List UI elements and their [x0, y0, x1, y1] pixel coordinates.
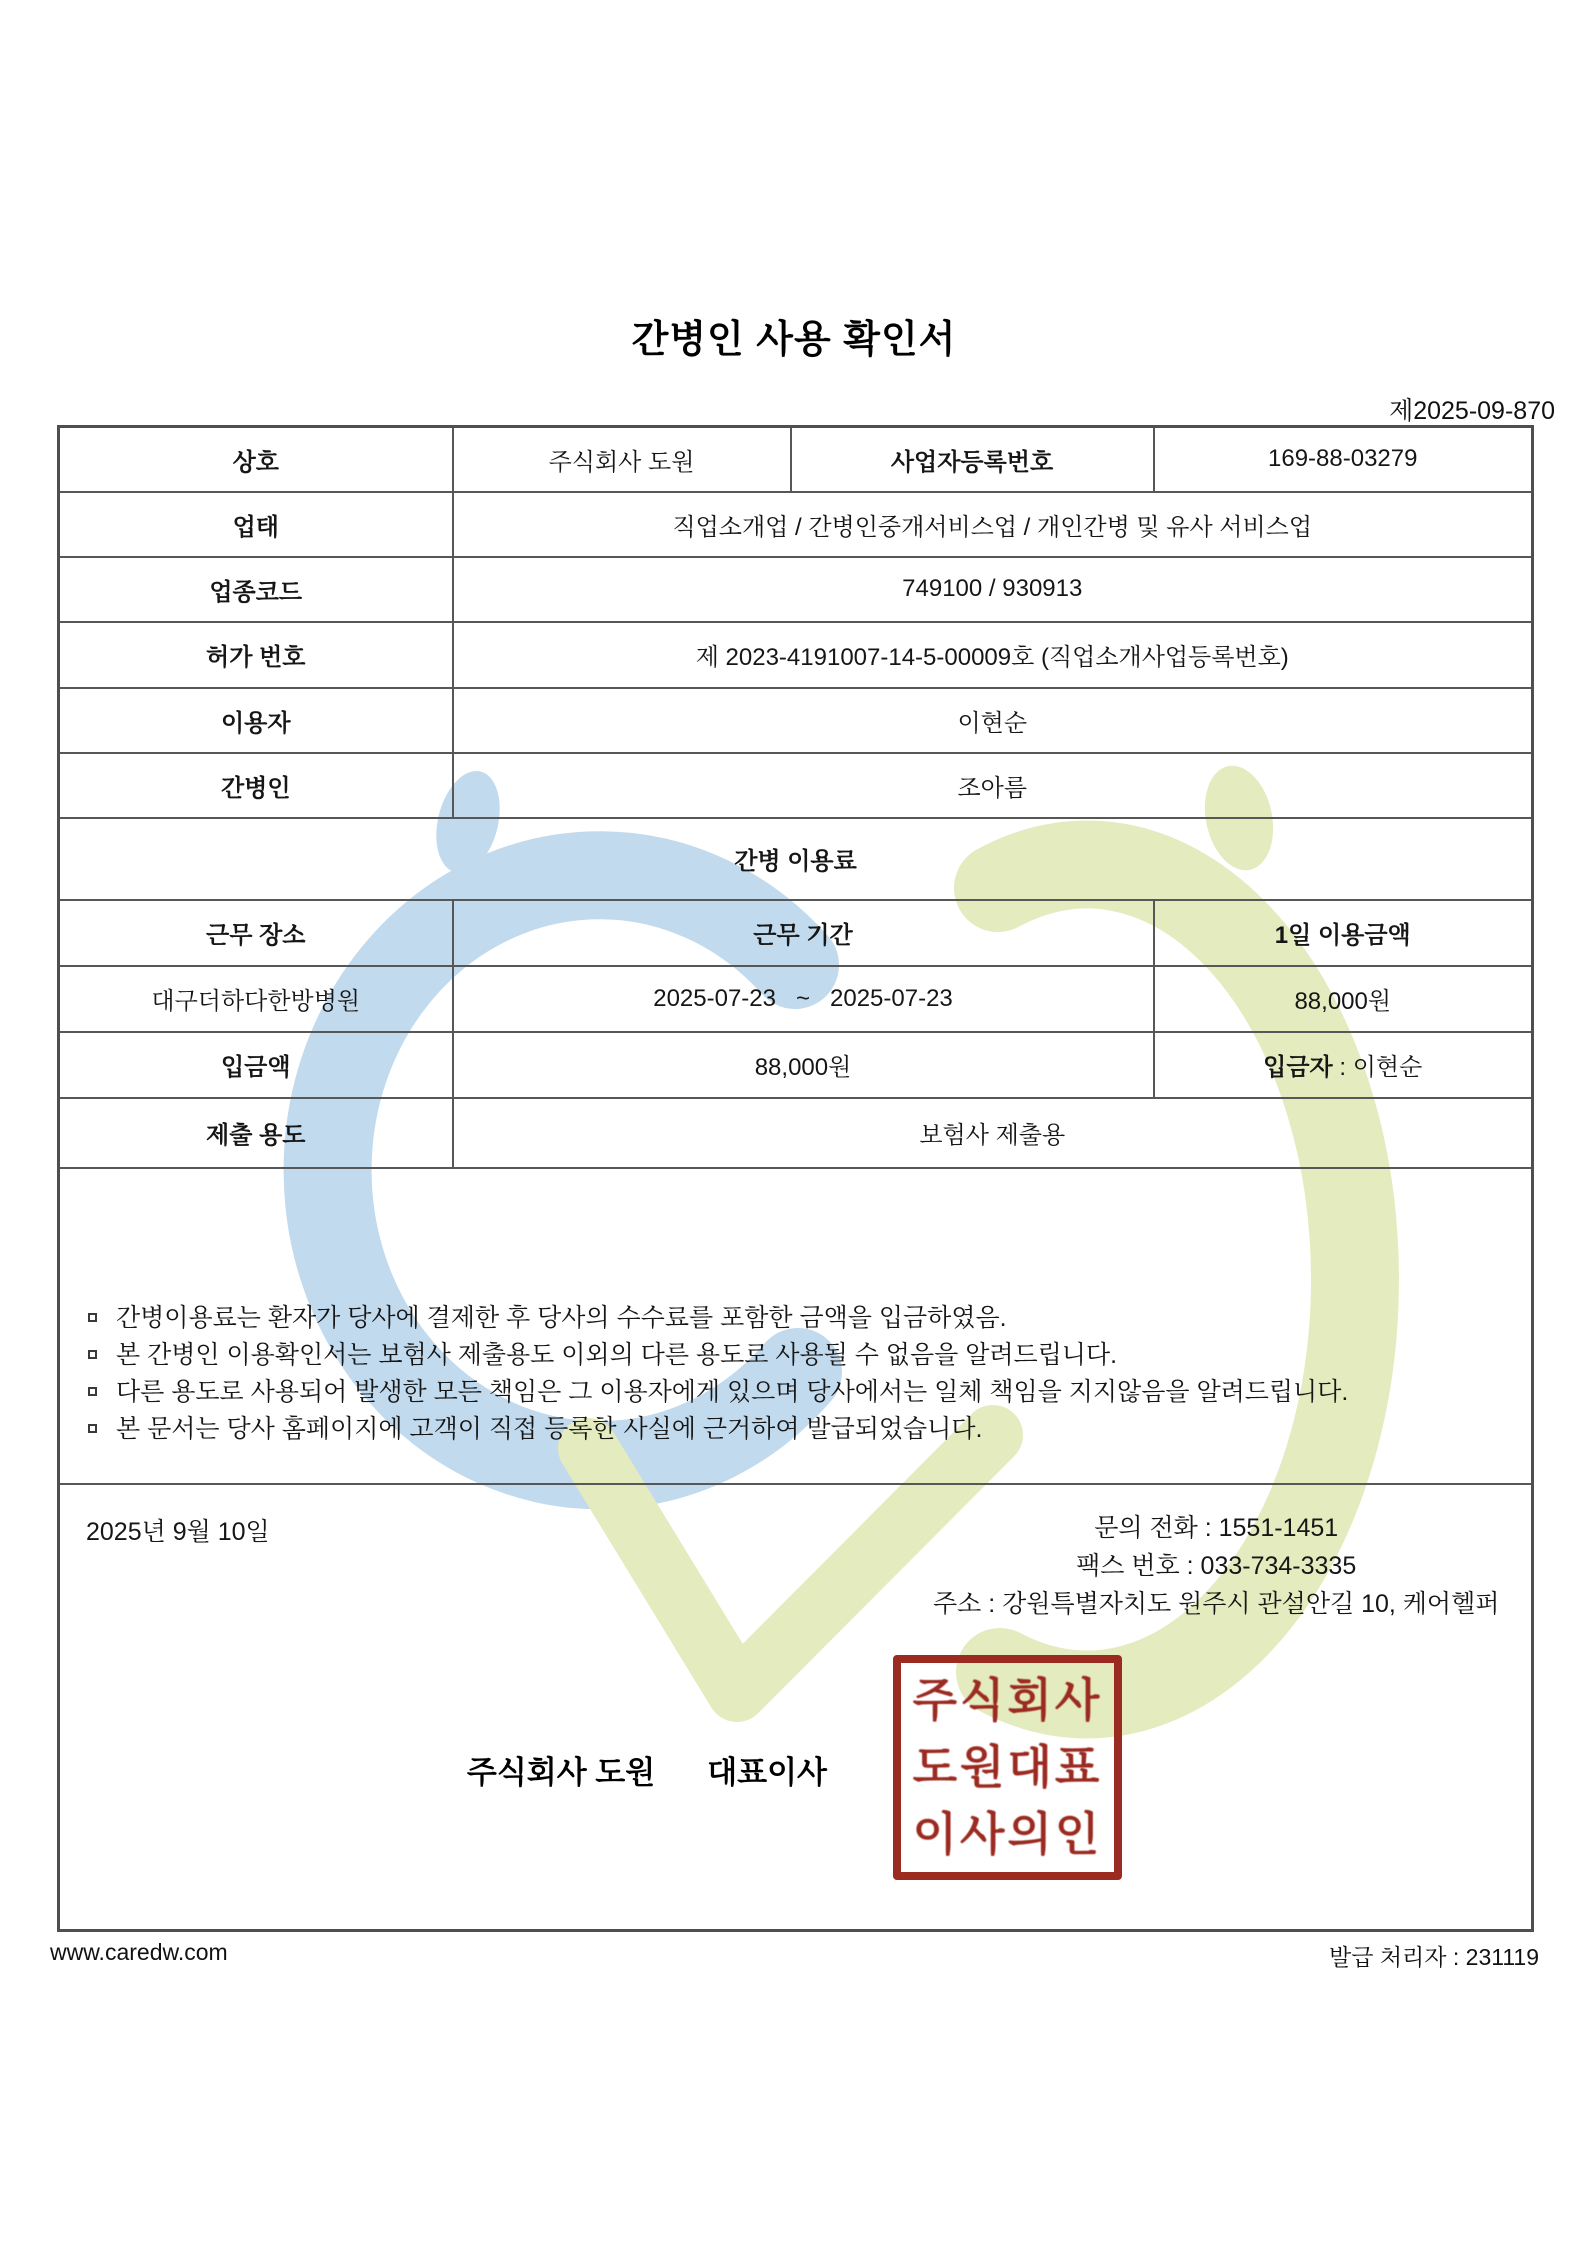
table-row	[59, 622, 1533, 688]
issuer-text: 발급 처리자 : 231119	[1329, 1944, 1539, 1970]
square-bullet-icon	[88, 1350, 97, 1359]
depositor-value: 이현순	[1352, 1054, 1423, 1081]
table-row	[59, 492, 1533, 557]
page-footer	[50, 1939, 1539, 1972]
biznum-label: 사업자등록번호	[791, 427, 1154, 492]
daily-amount-value: 88,000원	[1154, 966, 1533, 1032]
biztype-label: 업태	[59, 492, 453, 557]
corporate-seal-stamp	[893, 1655, 1122, 1880]
deposit-label: 입금액	[59, 1032, 453, 1098]
note-item	[88, 1300, 1511, 1337]
notes-list	[60, 1204, 1531, 1448]
signature-company: 주식회사 도원	[466, 1754, 656, 1790]
company-value: 주식회사 도원	[453, 427, 791, 492]
period-value: 2025-07-23 ~ 2025-07-23	[453, 966, 1154, 1032]
note-item	[88, 1337, 1511, 1374]
issue-date: 2025년 9월 10일	[86, 1517, 270, 1546]
square-bullet-icon	[88, 1387, 97, 1396]
user-label: 이용자	[59, 688, 453, 753]
place-value: 대구더하다한방병원	[59, 966, 453, 1032]
website-text: www.caredw.com	[50, 1939, 228, 1965]
bizcode-value: 749100 / 930913	[453, 557, 1533, 622]
signature-title: 대표이사	[707, 1754, 827, 1790]
issue-row	[59, 1484, 1533, 1931]
purpose-row	[59, 1098, 1533, 1168]
depositor-label: 입금자	[1263, 1054, 1333, 1081]
fee-value-row	[59, 966, 1533, 1032]
daily-amount-header: 1일 이용금액	[1154, 900, 1533, 966]
stamp-text-line: 주식회사	[912, 1673, 1103, 1726]
note-item	[88, 1411, 1511, 1448]
stamp-text-line: 이사의인	[912, 1807, 1103, 1860]
period-header: 근무 기간	[453, 900, 1154, 966]
notes-cell	[59, 1168, 1533, 1484]
table-row	[59, 557, 1533, 622]
note-text: 다른 용도로 사용되어 발생한 모든 책임은 그 이용자에게 있으며 당사에서는 일체 책임을 지지않음을 알려드립니다.	[116, 1377, 1349, 1406]
caregiver-value: 조아름	[453, 753, 1533, 818]
square-bullet-icon	[88, 1424, 97, 1433]
signature-line	[60, 1747, 893, 1792]
document-number: 제2025-09-870	[1389, 397, 1555, 425]
deposit-row	[59, 1032, 1533, 1098]
note-text: 본 문서는 당사 홈페이지에 고객이 직접 등록한 사실에 근거하여 발급되었습니다.	[116, 1414, 983, 1443]
table-row	[59, 427, 1533, 492]
note-text: 본 간병인 이용확인서는 보험사 제출용도 이외의 다른 용도로 사용될 수 없음을 알려드립니다.	[116, 1340, 1118, 1369]
caregiver-label: 간병인	[59, 753, 453, 818]
table-row	[59, 753, 1533, 818]
deposit-value: 88,000원	[453, 1032, 1154, 1098]
company-label: 상호	[59, 427, 453, 492]
depositor-separator: :	[1332, 1054, 1353, 1081]
contact-info	[933, 1509, 1499, 1623]
table-row	[59, 688, 1533, 753]
fax-line: 팩스 번호 : 033-734-3335	[1076, 1551, 1357, 1580]
fee-header-row	[59, 900, 1533, 966]
note-item	[88, 1374, 1511, 1411]
purpose-label: 제출 용도	[59, 1098, 453, 1168]
notes-row	[59, 1168, 1533, 1484]
page-title: 간병인 사용 확인서	[631, 319, 957, 361]
purpose-value: 보험사 제출용	[453, 1098, 1533, 1168]
issue-cell	[59, 1484, 1533, 1931]
fee-section-title-row	[59, 818, 1533, 900]
confirmation-table	[57, 425, 1534, 1932]
phone-line: 문의 전화 : 1551-1451	[1094, 1513, 1339, 1542]
square-bullet-icon	[88, 1313, 97, 1322]
biztype-value: 직업소개업 / 간병인중개서비스업 / 개인간병 및 유사 서비스업	[453, 492, 1533, 557]
fee-section-title: 간병 이용료	[59, 818, 1533, 900]
permit-label: 허가 번호	[59, 622, 453, 688]
stamp-text-line: 도원대표	[912, 1740, 1103, 1793]
place-header: 근무 장소	[59, 900, 453, 966]
address-line: 주소 : 강원특별자치도 원주시 관설안길 10, 케어헬퍼	[933, 1589, 1500, 1618]
biznum-value: 169-88-03279	[1154, 427, 1533, 492]
permit-value: 제 2023-4191007-14-5-00009호 (직업소개사업등록번호)	[453, 622, 1533, 688]
depositor-cell	[1154, 1032, 1533, 1098]
note-text: 간병이용료는 환자가 당사에 결제한 후 당사의 수수료를 포함한 금액을 입금하였음.	[116, 1303, 1007, 1332]
user-value: 이현순	[453, 688, 1533, 753]
bizcode-label: 업종코드	[59, 557, 453, 622]
